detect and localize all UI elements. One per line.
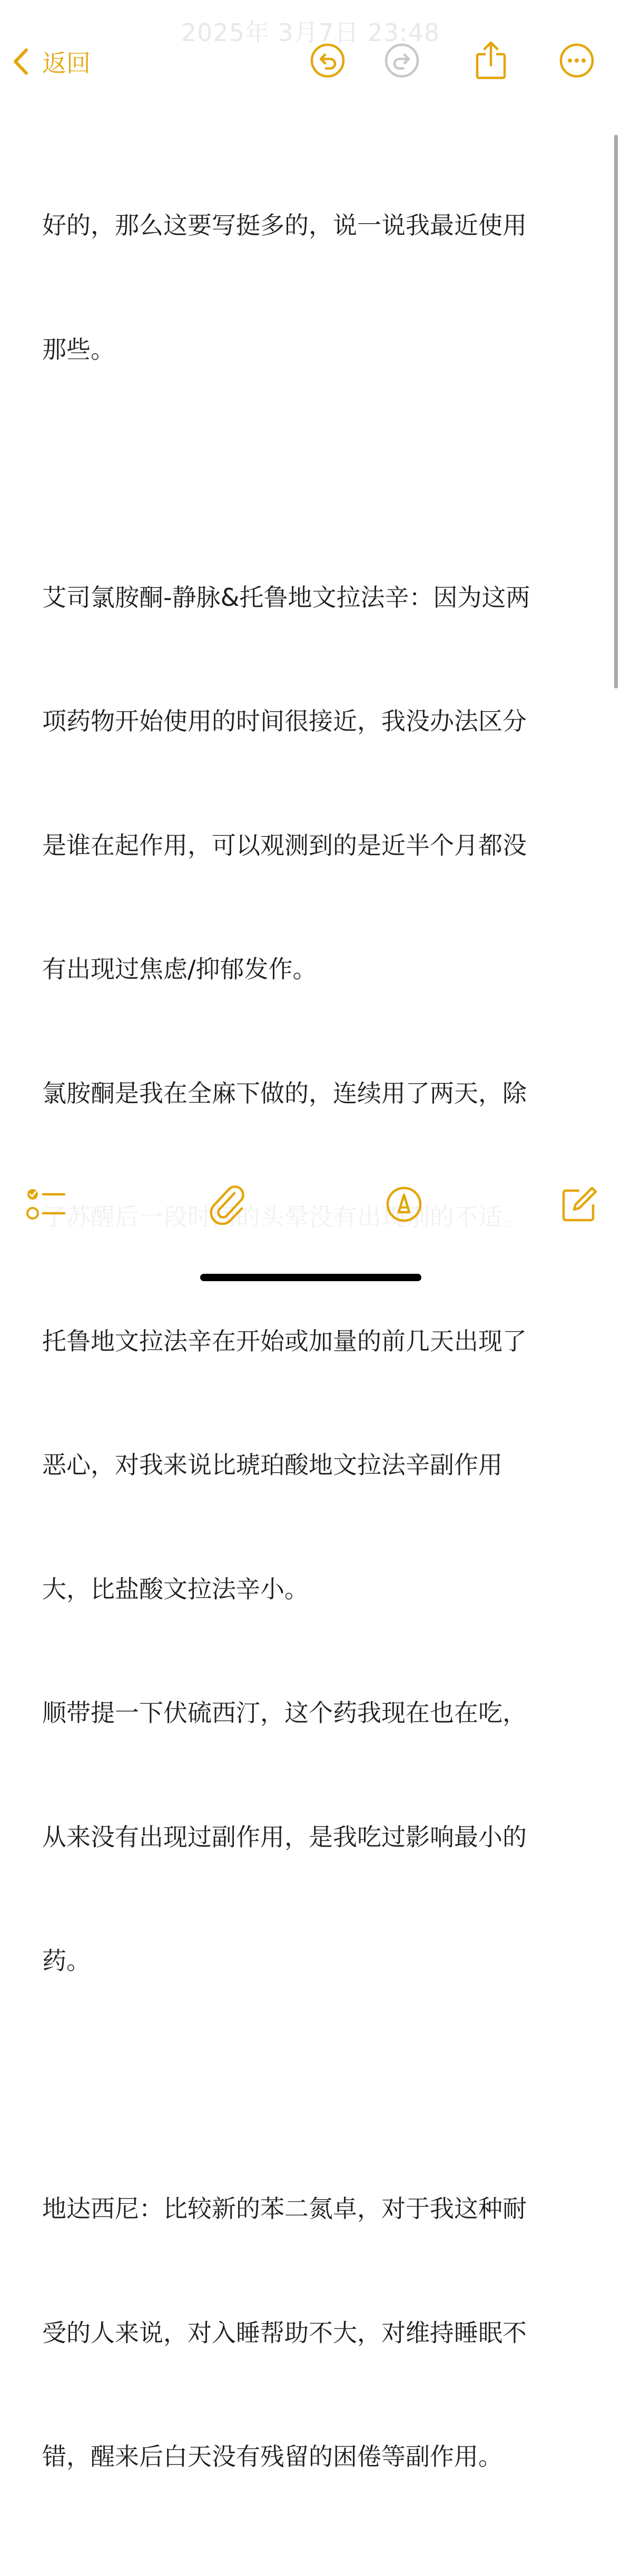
note-line: 有出现过焦虑/抑郁发作。 (42, 948, 579, 990)
note-line (42, 2064, 579, 2106)
note-line: 顺带提一下伏硫西汀，这个药我现在也在吃， (42, 1692, 579, 1734)
note-line: 错，醒来后白天没有残留的困倦等副作用。 (42, 2436, 579, 2478)
markup-button[interactable] (383, 1184, 425, 1226)
note-body[interactable] (42, 122, 579, 2576)
undo-button[interactable] (309, 43, 346, 80)
share-button[interactable] (472, 43, 509, 80)
note-line (42, 2560, 579, 2576)
note-line (42, 453, 579, 494)
note-line: 恶心，对我来说比琥珀酸地文拉法辛副作用 (42, 1444, 579, 1486)
redo-button[interactable] (383, 43, 420, 80)
paperclip-icon (208, 1184, 247, 1227)
more-ellipsis-icon (559, 43, 595, 81)
note-line: 项药物开始使用的时间很接近，我没办法区分 (42, 701, 579, 742)
toolbar-fade-overlay (0, 1147, 621, 1288)
compose-icon (560, 1185, 598, 1225)
home-indicator[interactable] (200, 1274, 421, 1281)
note-line: 从来没有出现过副作用，是我吃过影响最小的 (42, 1816, 579, 1858)
note-line: 好的，那么这要写挺多的，说一说我最近使用 (42, 205, 579, 246)
undo-arrow-icon (310, 43, 346, 81)
note-line: 是谁在起作用，可以观测到的是近半个月都没 (42, 825, 579, 866)
note-line: 地达西尼：比较新的苯二氮卓，对于我这种耐 (42, 2188, 579, 2230)
note-line: 艾司氯胺酮-静脉&托鲁地文拉法辛：因为这两 (42, 577, 579, 618)
compose-button[interactable] (558, 1184, 600, 1226)
redo-arrow-icon (384, 43, 420, 81)
chevron-left-icon (13, 48, 28, 75)
vertical-scrollbar[interactable] (614, 135, 618, 688)
share-icon (475, 41, 507, 83)
more-button[interactable] (558, 43, 595, 80)
markup-pen-icon (386, 1186, 422, 1225)
back-button[interactable] (13, 43, 91, 80)
note-line: 药。 (42, 1940, 579, 1982)
note-line: 氯胺酮是我在全麻下做的，连续用了两天，除 (42, 1073, 579, 1114)
back-label: 返回 (42, 44, 91, 79)
note-line: 托鲁地文拉法辛在开始或加量的前几天出现了 (42, 1321, 579, 1362)
note-line: 受的人来说，对入睡帮助不大，对维持睡眠不 (42, 2312, 579, 2354)
note-line: 大，比盐酸文拉法辛小。 (42, 1569, 579, 1610)
checklist-button[interactable] (25, 1184, 67, 1226)
note-line: 那些。 (42, 329, 579, 371)
note-timestamp: 2025年 3月7日 23:48 (0, 14, 621, 48)
checklist-icon (26, 1186, 66, 1225)
attachment-button[interactable] (206, 1184, 249, 1226)
